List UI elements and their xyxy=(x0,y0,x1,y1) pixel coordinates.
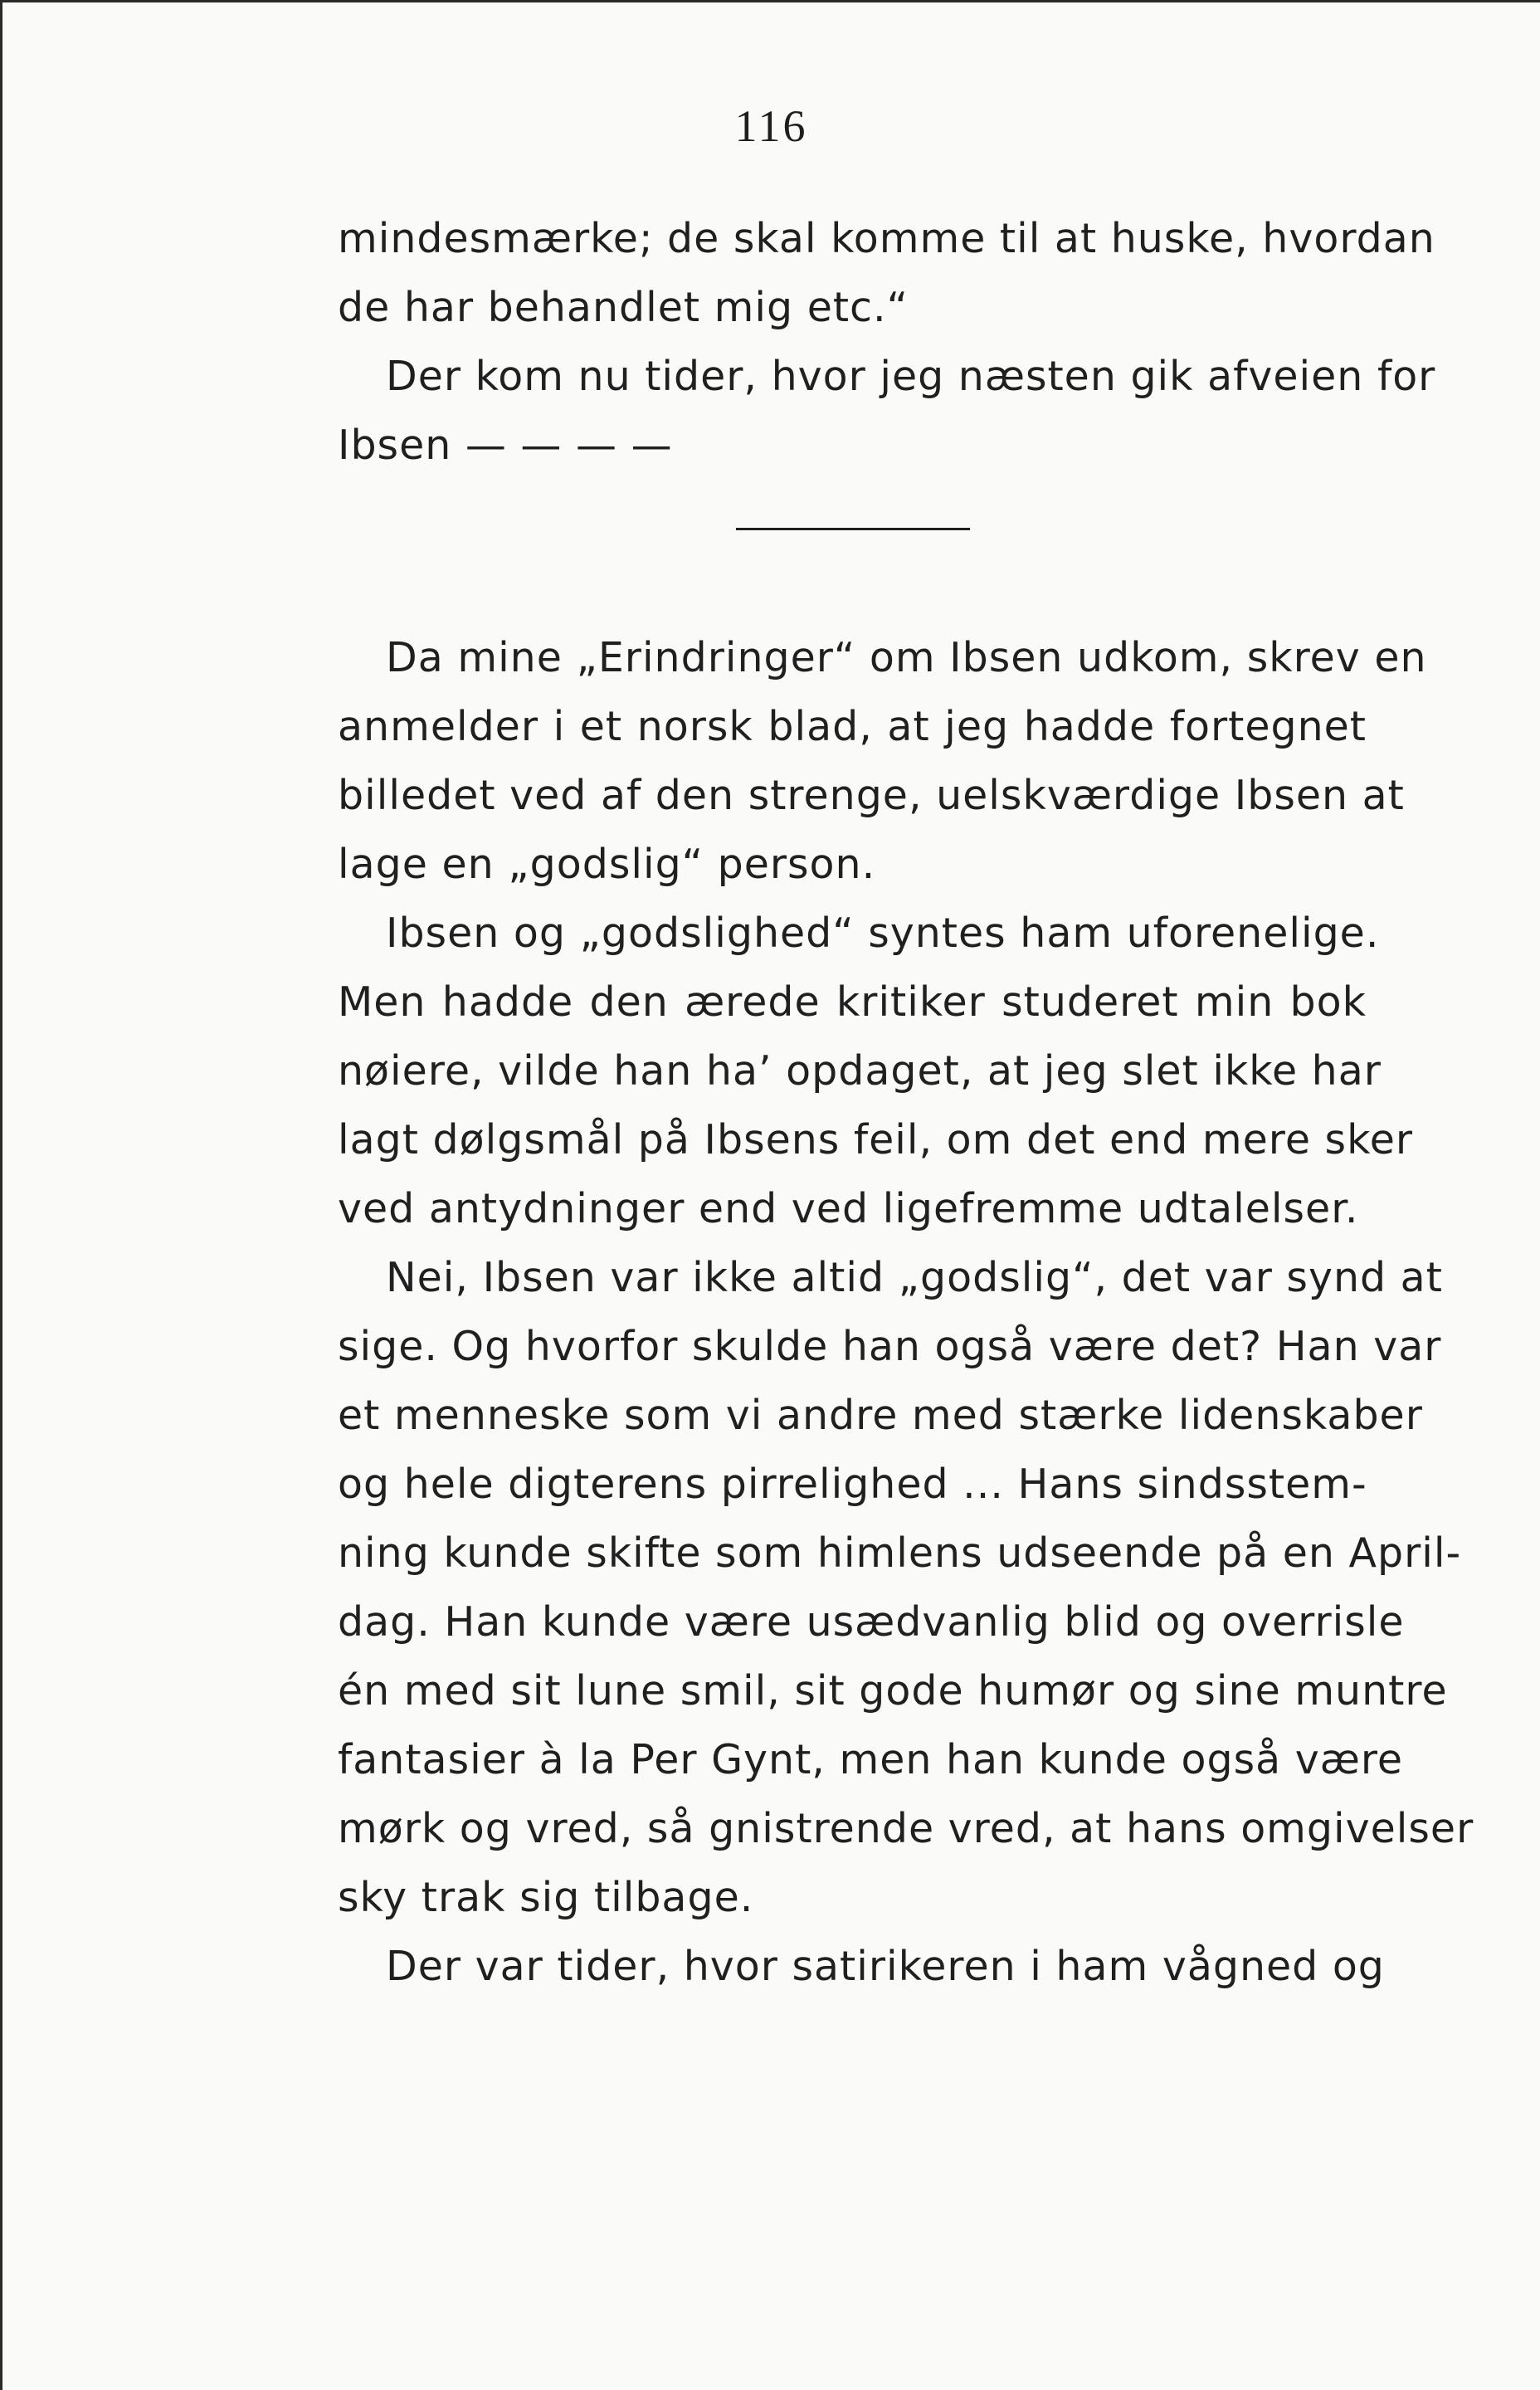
text-line: de har behandlet mig etc.“ xyxy=(338,284,909,331)
text-line: fantasier à la Per Gynt, men han kunde også være xyxy=(338,1736,1404,1783)
text-line: sige. Og hvorfor skulde han også være det? Han var xyxy=(338,1323,1442,1370)
text-line: sky trak sig tilbage. xyxy=(338,1874,754,1921)
text-line: nøiere, vilde han ha’ opdaget, at jeg slet ikke har xyxy=(338,1047,1382,1095)
top-text-block xyxy=(338,204,1436,480)
text-line: én med sit lune smil, sit gode humør og sine muntre xyxy=(338,1667,1448,1714)
text-line: Nei, Ibsen var ikke altid „godslig“, det var synd at xyxy=(386,1254,1443,1301)
text-line: ved antydninger end ved ligefremme udtalelser. xyxy=(338,1185,1359,1232)
text-line: Da mine „Erindringer“ om Ibsen udkom, skrev en xyxy=(386,634,1427,681)
page-number: 116 xyxy=(734,101,808,151)
text-line: Der kom nu tider, hvor jeg næsten gik afveien for xyxy=(386,353,1436,400)
text-line: et menneske som vi andre med stærke lidenskaber xyxy=(338,1392,1423,1439)
text-line: mørk og vred, så gnistrende vred, at hans omgivelser xyxy=(338,1805,1474,1852)
text-line: Ibsen — — — — xyxy=(338,422,673,469)
text-line: dag. Han kunde være usædvanlig blid og overrisle xyxy=(338,1598,1405,1646)
text-line: Men hadde den ærede kritiker studeret min bok xyxy=(338,978,1367,1026)
text-line: ning kunde skifte som himlens udseende på en April- xyxy=(338,1529,1462,1577)
text-line: lage en „godslig“ person. xyxy=(338,841,876,888)
text-line: lagt dølgsmål på Ibsens feil, om det end mere sker xyxy=(338,1116,1414,1163)
text-line: Der var tider, hvor satirikeren i ham vågned og xyxy=(386,1943,1385,1990)
text-line: og hele digterens pirrelighed ... Hans sindsstem- xyxy=(338,1461,1367,1508)
text-line: anmelder i et norsk blad, at jeg hadde fortegnet xyxy=(338,703,1367,750)
text-line: Ibsen og „godslighed“ syntes ham uforenelige. xyxy=(386,910,1380,957)
main-text-block xyxy=(338,623,1474,2001)
text-line: billedet ved af den strenge, uelskværdige Ibsen at xyxy=(338,772,1405,819)
section-divider xyxy=(736,528,970,530)
text-line: mindesmærke; de skal komme til at huske, hvordan xyxy=(338,215,1435,262)
